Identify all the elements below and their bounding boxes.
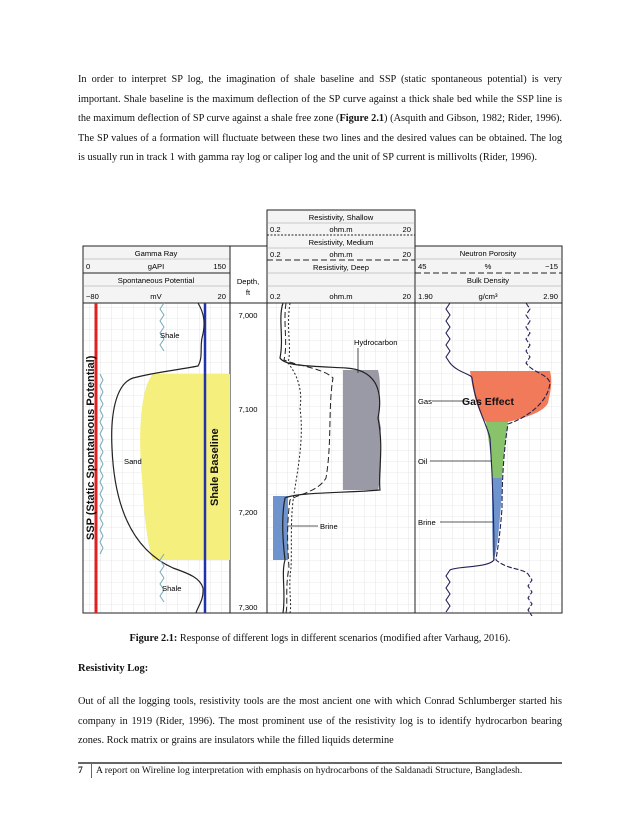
svg-text:20: 20 bbox=[402, 225, 411, 234]
gamma-min: 0 bbox=[86, 262, 91, 271]
track3-grid bbox=[415, 303, 562, 613]
label-brine: Brine bbox=[320, 522, 338, 531]
footer-separator bbox=[91, 764, 92, 778]
gamma-unit: gAPI bbox=[147, 262, 165, 271]
svg-text:%: % bbox=[484, 262, 492, 271]
density-title: Bulk Density bbox=[466, 276, 510, 285]
label-brine-zone: Brine bbox=[418, 518, 436, 527]
paragraph-sp-log bbox=[78, 70, 562, 168]
svg-text:g/cm³: g/cm³ bbox=[478, 292, 498, 301]
svg-text:ohm.m: ohm.m bbox=[329, 292, 353, 301]
neutron-title: Neutron Porosity bbox=[459, 249, 517, 258]
footer-text: A report on Wireline log interpretation with emphasis on hydrocarbons of the Saldanadi Structure, Bangladesh. bbox=[96, 765, 523, 776]
depth-tick: 7,300 bbox=[238, 603, 258, 612]
depth-tick: 7,200 bbox=[238, 508, 258, 517]
label-ssp: SSP (Static Spontaneous Potential) bbox=[85, 355, 97, 540]
medium-title: Resistivity, Medium bbox=[308, 238, 374, 247]
depth-tick: 7,000 bbox=[238, 311, 258, 320]
figure-reference: Figure 2.1 bbox=[339, 113, 385, 124]
gamma-max: 150 bbox=[213, 262, 226, 271]
hydrocarbon-fill bbox=[343, 370, 381, 490]
depth-title: Depth, bbox=[236, 277, 260, 286]
section-heading: Resistivity Log: bbox=[78, 663, 149, 674]
page-number: 7 bbox=[78, 765, 83, 776]
paragraph-text: ) (Asquith and Gibson, 1982; Rider, 1996). The SP values of a formation will fluctuate between these two lines and the desired values can be obtained. The log is usually run in track 1 with gamma ray log or caliper log and the unit of SP current is millivolts (Rider, 1996). bbox=[78, 113, 562, 163]
sp-min: −80 bbox=[86, 292, 99, 301]
svg-text:0.2: 0.2 bbox=[270, 292, 281, 301]
svg-text:20: 20 bbox=[402, 292, 411, 301]
svg-text:1.90: 1.90 bbox=[418, 292, 433, 301]
log-figure bbox=[78, 208, 568, 616]
figure-caption bbox=[78, 633, 562, 644]
caption-label: Figure 2.1: bbox=[129, 633, 178, 644]
deep-title: Resistivity, Deep bbox=[313, 263, 369, 272]
svg-text:ohm.m: ohm.m bbox=[329, 225, 353, 234]
sp-unit: mV bbox=[150, 292, 162, 301]
label-gas-effect: Gas Effect bbox=[462, 396, 514, 408]
depth-unit: ft bbox=[245, 288, 251, 297]
depth-track bbox=[230, 303, 267, 613]
depth-tick: 7,100 bbox=[238, 405, 258, 414]
page-footer bbox=[78, 762, 562, 780]
paragraph-text: In order to interpret SP log, the imagination of shale baseline and SSP (static spontaneous potential) is very important. Shale baseline is the maximum deflection of the SP curve against a thick shale bed while the SSP line is the maximum deflection of SP curve against a shale free zone ( bbox=[78, 74, 562, 124]
shallow-title: Resistivity, Shallow bbox=[308, 213, 374, 222]
label-shale-baseline: Shale Baseline bbox=[209, 428, 221, 506]
svg-text:2.90: 2.90 bbox=[543, 292, 558, 301]
brine-fill bbox=[273, 496, 288, 560]
sp-title: Spontaneous Potential bbox=[117, 276, 195, 285]
paragraph-resistivity: Out of all the logging tools, resistivity tools are the most ancient one with which Conrad Schlumberger started his company in 1919 (Rider, 1996). The most prominent use of the resistivity log is to identify hydrocarbon bearing zones. Rock matrix or grains are insulators while the filled liquids determine bbox=[78, 696, 562, 746]
svg-text:45: 45 bbox=[418, 262, 427, 271]
svg-text:0.2: 0.2 bbox=[270, 225, 281, 234]
label-hydrocarbon: Hydrocarbon bbox=[354, 338, 398, 347]
sp-max: 20 bbox=[217, 292, 226, 301]
figure-2-1 bbox=[78, 208, 568, 616]
label-gas: Gas bbox=[418, 397, 432, 406]
svg-text:0.2: 0.2 bbox=[270, 250, 281, 259]
svg-text:ohm.m: ohm.m bbox=[329, 250, 353, 259]
svg-text:−15: −15 bbox=[545, 262, 558, 271]
caption-text: Response of different logs in different scenarios (modified after Varhaug, 2016). bbox=[177, 633, 511, 644]
label-sand: Sand bbox=[124, 457, 142, 466]
label-shale-top: Shale bbox=[160, 331, 180, 340]
gamma-ray-title: Gamma Ray bbox=[134, 249, 178, 258]
label-shale-bottom: Shale bbox=[162, 584, 182, 593]
label-oil: Oil bbox=[418, 457, 428, 466]
svg-text:20: 20 bbox=[402, 250, 411, 259]
